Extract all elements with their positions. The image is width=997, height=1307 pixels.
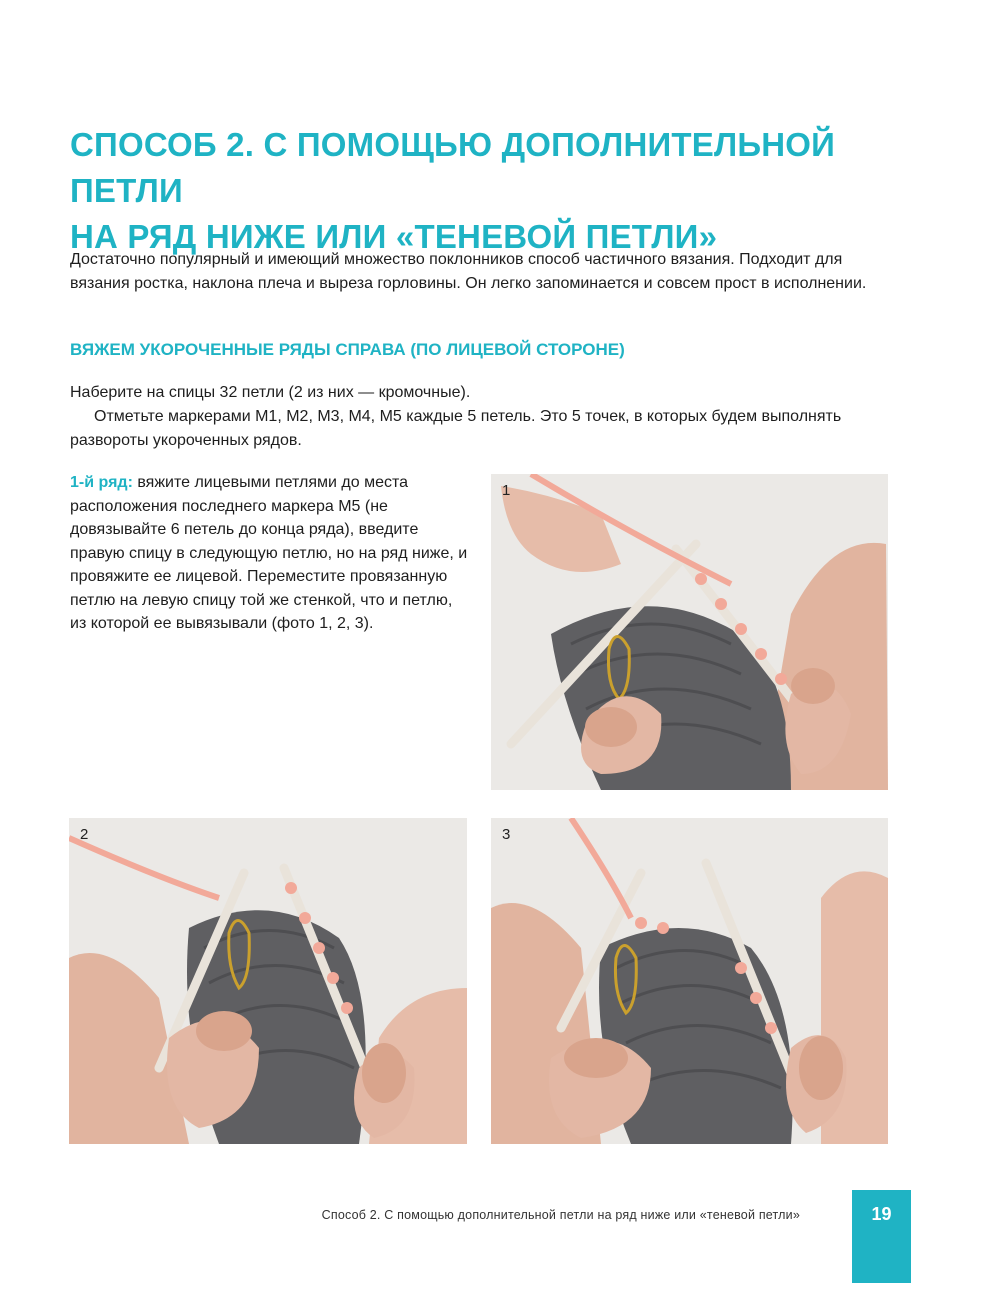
photo-number-1: 1 bbox=[502, 482, 511, 499]
knitting-photo-1 bbox=[491, 474, 888, 790]
page-number-tab bbox=[852, 1190, 911, 1283]
running-footer: Способ 2. С помощью дополнительной петли на ряд ниже или «теневой петли» bbox=[321, 1208, 800, 1222]
knitting-photo-3 bbox=[491, 818, 888, 1144]
title-line-1: СПОСОБ 2. С ПОМОЩЬЮ ДОПОЛНИТЕЛЬНОЙ ПЕТЛИ bbox=[70, 126, 836, 209]
title-line-2: НА РЯД НИЖЕ ИЛИ «ТЕНЕВОЙ ПЕТЛИ» bbox=[70, 218, 718, 255]
knitting-photo-2 bbox=[69, 818, 467, 1144]
page-number: 19 bbox=[871, 1204, 892, 1224]
page-title bbox=[70, 122, 950, 260]
row-1-label: 1-й ряд: bbox=[70, 474, 133, 491]
photo-number-2: 2 bbox=[80, 826, 89, 843]
instruction-paragraph-2: Отметьте маркерами М1, М2, М3, М4, М5 каждые 5 петель. Это 5 точек, в которых будем выполнять развороты укороченных рядов. bbox=[70, 408, 842, 449]
knitting-illustration-3 bbox=[491, 818, 888, 1144]
knitting-illustration-1 bbox=[491, 474, 888, 790]
knitting-illustration-2 bbox=[69, 818, 467, 1144]
photo-number-3: 3 bbox=[502, 826, 511, 843]
row-1-instruction bbox=[70, 471, 470, 636]
intro-paragraph: Достаточно популярный и имеющий множество поклонников способ частичного вязания. Подходит для вязания ростка, наклона плеча и выреза горловины. Он легко запоминается и совсем прост в исполнении. bbox=[70, 251, 867, 292]
section-subheading: ВЯЖЕМ УКОРОЧЕННЫЕ РЯДЫ СПРАВА (ПО ЛИЦЕВОЙ СТОРОНЕ) bbox=[70, 340, 625, 359]
row-1-body: вяжите лицевыми петлями до места расположения последнего маркера М5 (не довязывайте 6 петель до конца ряда), введите правую спицу в следующую петлю, но на ряд ниже, и провяжите ее лицевой. Переместите провязанную петлю на левую спицу той же стенкой, что и петлю, из которой ее вывязывали (фото 1, 2, 3). bbox=[70, 474, 468, 632]
instruction-paragraph-1: Наберите на спицы 32 петли (2 из них — кромочные). bbox=[70, 384, 471, 401]
